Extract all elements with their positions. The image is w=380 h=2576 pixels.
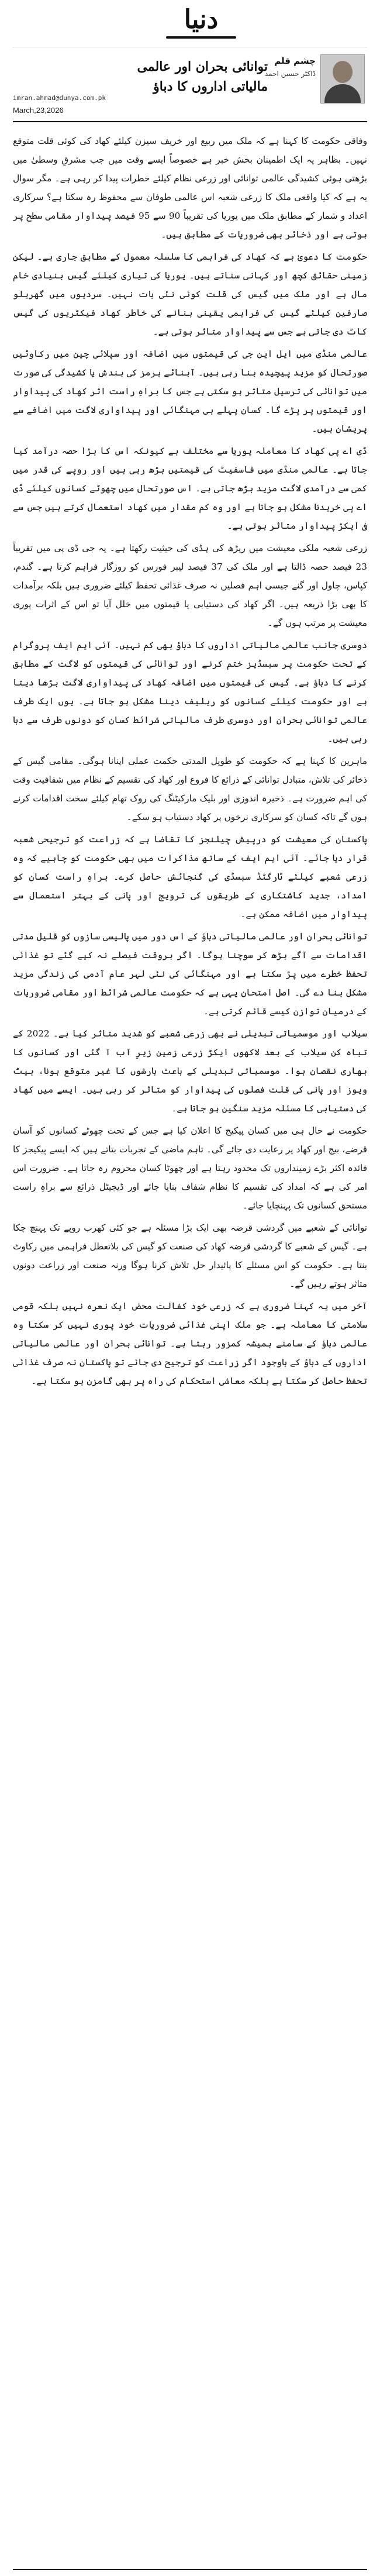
article-paragraph: توانائی کے شعبے میں گردشی قرضہ بھی ایک بڑا مسئلہ ہے جو کئی کھرب روپے تک پہنچ چکا ہے۔ گیس کے شعبے کا گردشی قرضہ کھاد کی صنعت کو گیس کی بلاتعطل فراہمی میں رکاوٹ بنتا ہے۔ حکومت کو اس مسئلے کا پائیدار حل تلاش کرنا ہوگا ورنہ صنعت اور زراعت دونوں متاثر ہوتے رہیں گے۔ [13,1222,367,1289]
article-paragraph: زرعی شعبہ ملکی معیشت میں ریڑھ کی ہڈی کی حیثیت رکھتا ہے۔ یہ جی ڈی پی میں تقریباً 23 فیصد حصہ ڈالتا ہے اور ملک کی 37 فیصد لیبر فورس کو روزگار فراہم کرتا ہے۔ گندم، کپاس، چاول اور گنے جیسی اہم فصلیں نہ صرف غذائی تحفظ کیلئے ضروری ہیں بلکہ برآمدات کا بھی بڑا ذریعہ ہیں۔ اگر کھاد کی دستیابی یا قیمتوں میں خلل آیا تو اس کے اثرات پوری معیشت پر مرتب ہوں گے۔ [13,543,367,628]
author-photo-head [333,61,353,83]
masthead [13,0,367,47]
article-paragraph: ماہرین کا کہنا ہے کہ حکومت کو طویل المدتی حکمت عملی اپنانا ہوگی۔ مقامی گیس کے ذخائر کی تلاش، متبادل توانائی کے ذرائع کا فروغ اور کھاد کی تقسیم کے نظام میں شفافیت وقت کی اہم ضرورت ہے۔ ذخیرہ اندوزی اور بلیک مارکیٹنگ کی روک تھام کیلئے سخت اقدامات کرنے ہوں گے تاکہ کسان کو سرکاری نرخوں پر کھاد دستیاب ہو سکے۔ [13,756,367,822]
column-header [13,52,367,122]
article-paragraph: دوسری جانب عالمی مالیاتی اداروں کا دباؤ بھی کم نہیں۔ آئی ایم ایف پروگرام کے تحت حکومت پر سبسڈیز ختم کرنے اور توانائی کی قیمتوں کو لاگت کے مطابق کرنے کا دباؤ ہے۔ گیس کی قیمتوں میں اضافہ کھاد کی پیداواری لاگت بڑھا دیتا ہے اور حکومت کیلئے کسانوں کو ریلیف دینا مشکل ہو جاتا ہے۔ یوں ایک طرف عالمی توانائی بحران اور دوسری طرف مالیاتی شرائط کسان کو دونوں طرف سے دبا رہی ہیں۔ [13,640,367,744]
publish-date: March,23,2026 [13,106,64,115]
column-title: توانائی بحران اور عالمی مالیاتی اداروں کا دباؤ [137,59,268,94]
article-paragraph: حکومت کا دعویٰ ہے کہ کھاد کی فراہمی کا سلسلہ معمول کے مطابق جاری ہے۔ لیکن زمینی حقائق کچھ اور کہانی سناتے ہیں۔ یوریا کی تیاری کیلئے گیس بنیادی خام مال ہے اور ملک میں گیس کی قلت کوئی نئی بات نہیں۔ سردیوں میں گھریلو صارفین کیلئے گیس کی فراہمی یقینی بنانے کی خاطر کھاد فیکٹریوں کی گیس کاٹ دی جاتی ہے جس سے پیداوار متاثر ہوتی ہے۔ [13,252,367,337]
column-tag: چشم قلم [274,56,316,66]
author-email[interactable]: imran.ahmad@dunya.com.pk [13,94,106,102]
article-paragraph: وفاقی حکومت کا کہنا ہے کہ ملک میں ربیع اور خریف سیزن کیلئے کھاد کی کوئی قلت متوقع نہیں۔ بظاہر یہ ایک اطمینان بخش خبر ہے خصوصاً ایسے وقت میں جب مشرقِ وسطیٰ میں بڑھتی ہوئی کشیدگی عالمی توانائی اور زرعی نظام کیلئے خطرات پیدا کر رہی ہے۔ مگر سوال یہ ہے کہ کیا واقعی ملک کا زرعی شعبہ اس عالمی طوفان سے محفوظ رہ سکتا ہے؟ سرکاری اعداد و شمار کے مطابق ملک میں یوریا کی تقریباً 90 سے 95 فیصد پیداوار مقامی سطح پر ہوتی ہے اور ذخائر بھی ضروریات کے مطابق ہیں۔ [13,136,367,240]
newspaper-logo [154,4,248,43]
article-paragraph: حکومت نے حال ہی میں کسان پیکیج کا اعلان کیا ہے جس کے تحت چھوٹے کسانوں کو آسان قرضے، بیج اور کھاد پر رعایت دی جائے گی۔ تاہم ماضی کے تجربات بتاتے ہیں کہ ایسے پیکیجز کا فائدہ اکثر بڑے زمینداروں تک محدود رہتا ہے اور چھوٹا کسان محروم رہ جاتا ہے۔ ضرورت اس امر کی ہے کہ امداد کی تقسیم کا نظام شفاف بنایا جائے اور ڈیجیٹل ذرائع سے براہِ راست مستحق کسانوں تک پہنچایا جائے۔ [13,1125,367,1211]
author-photo-shoulders [324,84,361,104]
article-paragraph: توانائی بحران اور عالمی مالیاتی دباؤ کے اس دور میں پالیسی سازوں کو قلیل مدتی اقدامات سے آگے بڑھ کر سوچنا ہوگا۔ اگر بروقت فیصلے نہ کیے گئے تو غذائی تحفظ خطرے میں پڑ سکتا ہے اور مہنگائی کی نئی لہر عام آدمی کی زندگی مزید مشکل بنا دے گی۔ اصل امتحان یہی ہے کہ حکومت عالمی شرائط اور مقامی ضروریات کے درمیان توازن کیسے قائم کرتی ہے۔ [13,931,367,1017]
article-paragraph: ڈی اے پی کھاد کا معاملہ یوریا سے مختلف ہے کیونکہ اس کا بڑا حصہ درآمد کیا جاتا ہے۔ عالمی منڈی میں فاسفیٹ کی قیمتیں بڑھ رہی ہیں اور روپے کی قدر میں کمی سے درآمدی لاگت مزید بڑھ جاتی ہے۔ اس صورتحال میں چھوٹے کسانوں کیلئے ڈی اے پی خریدنا مشکل ہو جاتا ہے اور وہ کم مقدار میں کھاد استعمال کرتے ہیں جس سے فی ایکڑ پیداوار متاثر ہوتی ہے۔ [13,446,367,531]
article-paragraph: سیلاب اور موسمیاتی تبدیلی نے بھی زرعی شعبے کو شدید متاثر کیا ہے۔ 2022 کے تباہ کن سیلاب کے بعد لاکھوں ایکڑ زرعی زمین زیرِ آب آ گئی اور کسانوں کا بھاری نقصان ہوا۔ موسمیاتی تبدیلی کے باعث بارشوں کا غیر متوقع ہونا، ہیٹ ویوز اور پانی کی قلت فصلوں کی پیداوار کو متاثر کر رہی ہیں۔ ایسے میں کھاد کی دستیابی کا مسئلہ مزید سنگین ہو جاتا ہے۔ [13,1028,367,1114]
article-paragraph: آخر میں یہ کہنا ضروری ہے کہ زرعی خود کفالت محض ایک نعرہ نہیں بلکہ قومی سلامتی کا معاملہ ہے۔ جو ملک اپنی غذائی ضروریات خود پوری نہیں کر سکتا وہ عالمی دباؤ کے سامنے ہمیشہ کمزور رہتا ہے۔ توانائی بحران اور عالمی مالیاتی اداروں کے دباؤ کے باوجود اگر زراعت کو ترجیح دی جائے تو پاکستان نہ صرف غذائی تحفظ حاصل کر سکتا ہے بلکہ معاشی استحکام کی راہ پر بھی گامزن ہو سکتا ہے۔ [13,1301,367,1386]
article-paragraph: پاکستان کی معیشت کو درپیش چیلنجز کا تقاضا ہے کہ زراعت کو ترجیحی شعبہ قرار دیا جائے۔ آئی ایم ایف کے ساتھ مذاکرات میں بھی حکومت کو چاہیے کہ وہ زرعی شعبے کیلئے ٹارگٹڈ سبسڈی کی گنجائش حاصل کرے۔ براہِ راست کسان کو امداد، جدید کاشتکاری کے طریقوں کی ترویج اور پانی کے بہتر استعمال سے پیداوار میں اضافہ ممکن ہے۔ [13,834,367,919]
author-photo [320,54,365,104]
footer-rule [13,2569,367,2570]
logo-underline [166,36,236,39]
logo-text: دنیا [184,5,219,35]
article-paragraph: عالمی منڈی میں ایل این جی کی قیمتوں میں اضافہ اور سپلائی چین میں رکاوٹیں صورتحال کو مزید پیچیدہ بنا رہی ہیں۔ آبنائے ہرمز کی بندش یا کشیدگی کی صورت میں توانائی کی ترسیل متاثر ہو سکتی ہے جس کا براہِ راست اثر کھاد کی پیداوار اور قیمتوں پر پڑے گا۔ کسان پہلے ہی مہنگائی اور پیداواری لاگت میں اضافے سے پریشان ہیں۔ [13,349,367,434]
author-name: ڈاکٹر حسین احمد [264,70,316,78]
article-body [13,132,367,1390]
